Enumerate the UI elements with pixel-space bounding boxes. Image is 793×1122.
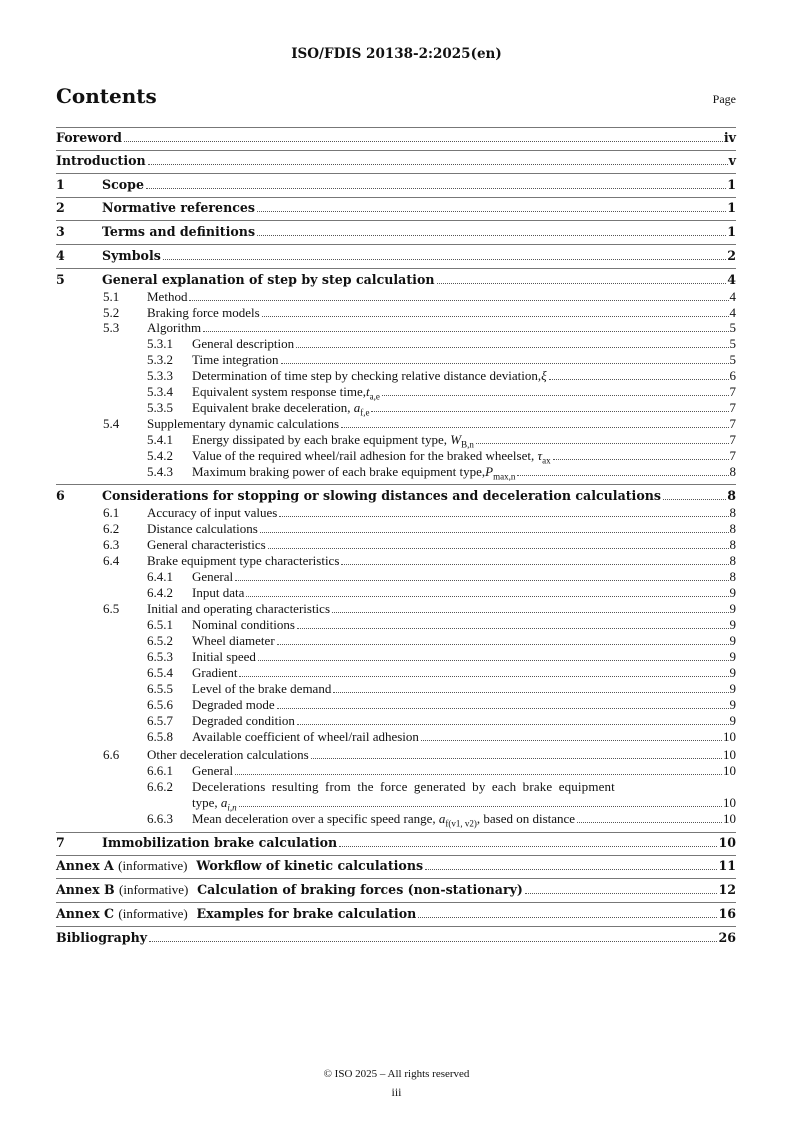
toc-symbol: a <box>438 811 446 826</box>
toc-page: 10 <box>723 747 736 762</box>
toc-symbol: W <box>450 432 462 447</box>
toc-number: 5.3.1 <box>147 336 173 351</box>
toc-number: 5.3.5 <box>147 400 173 415</box>
toc-entry-5-3-1[interactable] <box>147 336 736 352</box>
annex-kind: (informative) <box>118 858 188 873</box>
separator <box>56 127 736 128</box>
toc-entry-annex-c[interactable] <box>56 906 736 922</box>
annex-label: Annex C <box>56 906 115 921</box>
toc-title: Available coefficient of wheel/rail adhesion <box>192 729 419 744</box>
toc-number: 6.1 <box>103 505 120 520</box>
toc-title: Equivalent brake deceleration, <box>192 400 351 415</box>
toc-page: 9 <box>729 601 736 616</box>
toc-title: Initial speed <box>192 649 256 664</box>
toc-title-continued: type, <box>192 795 218 810</box>
toc-symbol: t <box>366 384 370 399</box>
toc-title: General <box>192 569 234 584</box>
toc-page: 4 <box>729 289 736 304</box>
toc-title: Algorithm <box>147 320 202 335</box>
toc-subscript: f,e <box>360 407 370 418</box>
toc-entry-6-5[interactable] <box>103 601 736 617</box>
toc-entry-6-5-6[interactable] <box>147 697 736 713</box>
toc-number: 6.3 <box>103 537 120 552</box>
toc-number: 6.5.8 <box>147 729 173 744</box>
toc-entry-5-3-3[interactable] <box>147 368 736 384</box>
toc-number: 5.1 <box>103 289 120 304</box>
toc-entry-annex-a[interactable] <box>56 858 736 874</box>
toc-page: 10 <box>723 795 736 810</box>
toc-entry-bibliography[interactable] <box>56 930 736 946</box>
toc-entry-6-4-2[interactable] <box>147 585 736 601</box>
toc-entry-3[interactable] <box>56 224 736 240</box>
toc-number: 6.5.4 <box>147 665 173 680</box>
toc-number: 6.6.1 <box>147 763 173 778</box>
toc-page: 26 <box>718 930 736 945</box>
toc-entry-annex-b[interactable] <box>56 882 736 898</box>
toc-title: Examples for brake calculation <box>196 906 417 921</box>
toc-entry-6-5-3[interactable] <box>147 649 736 665</box>
toc-number: 6.5.6 <box>147 697 173 712</box>
toc-title: Equivalent system response time, <box>192 384 367 399</box>
toc-page: 8 <box>729 505 736 520</box>
toc-number: 6.4 <box>103 553 120 568</box>
toc-title: General description <box>192 336 295 351</box>
toc-subscript: f(v1, v2) <box>445 818 477 829</box>
toc-title: Input data <box>192 585 245 600</box>
toc-page: iv <box>723 130 736 145</box>
toc-number: 6.5 <box>103 601 120 616</box>
separator <box>56 173 736 174</box>
toc-page: 11 <box>718 858 736 873</box>
toc-entry-5-3-2[interactable] <box>147 352 736 368</box>
toc-entry-6[interactable] <box>56 488 736 504</box>
toc-entry-6-5-8[interactable] <box>147 729 736 745</box>
toc-symbol: a <box>353 400 361 415</box>
toc-number: 5.2 <box>103 305 120 320</box>
toc-entry-6-5-2[interactable] <box>147 633 736 649</box>
toc-title: Initial and operating characteristics <box>147 601 331 616</box>
toc-entry-1[interactable] <box>56 177 736 193</box>
copyright-footer: © ISO 2025 – All rights reserved <box>323 1068 470 1080</box>
toc-number: 5.3.2 <box>147 352 173 367</box>
toc-subscript: B,n <box>461 439 474 450</box>
toc-title: Foreword <box>56 130 122 145</box>
toc-page: 8 <box>729 537 736 552</box>
toc-entry-6-1[interactable] <box>103 505 736 521</box>
page-number: iii <box>391 1085 402 1099</box>
toc-page: 9 <box>729 665 736 680</box>
toc-title: Calculation of braking forces (non-stationary) <box>197 882 523 897</box>
toc-title: Time integration <box>192 352 279 367</box>
toc-entry-foreword[interactable] <box>56 130 736 146</box>
toc-entry-6-5-7[interactable] <box>147 713 736 729</box>
toc-page: 9 <box>729 617 736 632</box>
toc-title: Accuracy of input values <box>147 505 278 520</box>
toc-page: 9 <box>729 633 736 648</box>
toc-title: Gradient <box>192 665 238 680</box>
toc-entry-6-5-5[interactable] <box>147 681 736 697</box>
toc-page: 2 <box>727 248 736 263</box>
toc-title: Distance calculations <box>147 521 258 536</box>
toc-symbol: τ <box>537 448 543 463</box>
toc-subscript: max,n <box>493 471 516 482</box>
toc-symbol: a <box>220 795 228 810</box>
toc-number: 6.5.3 <box>147 649 173 664</box>
annex-kind: (informative) <box>118 906 188 921</box>
toc-entry-2[interactable] <box>56 200 736 216</box>
separator <box>56 878 736 879</box>
toc-entry-introduction[interactable] <box>56 153 736 169</box>
toc-page: 9 <box>729 585 736 600</box>
toc-title: Terms and definitions <box>102 224 256 239</box>
toc-entry-6-6[interactable] <box>103 747 736 763</box>
toc-title: Wheel diameter <box>192 633 275 648</box>
toc-title: Considerations for stopping or slowing distances and deceleration calculations <box>102 488 661 503</box>
toc-number: 5.4.3 <box>147 464 173 479</box>
toc-entry-6-5-4[interactable] <box>147 665 736 681</box>
toc-number: 6.6.3 <box>147 811 173 826</box>
toc-entry-6-4[interactable] <box>103 553 736 569</box>
toc-page: 16 <box>718 906 736 921</box>
toc-entry-5-1[interactable] <box>103 289 736 305</box>
toc-title: Degraded mode <box>192 697 275 712</box>
toc-title: General characteristics <box>147 537 266 552</box>
toc-title: General explanation of step by step calculation <box>102 272 435 287</box>
document-id-header: ISO/FDIS 20138-2:2025(en) <box>291 46 502 62</box>
separator <box>56 832 736 833</box>
toc-subscript: ax <box>542 455 551 466</box>
toc-number: 5.4.2 <box>147 448 173 463</box>
separator <box>56 268 736 269</box>
toc-title: Normative references <box>102 200 256 215</box>
toc-number: 6.5.7 <box>147 713 173 728</box>
toc-page: 7 <box>729 416 736 431</box>
toc-page: 5 <box>729 320 736 335</box>
toc-page: 8 <box>729 569 736 584</box>
toc-entry-7[interactable] <box>56 835 736 851</box>
toc-page: 10 <box>723 763 736 778</box>
toc-entry-6-4-1[interactable] <box>147 569 736 585</box>
toc-title: Scope <box>102 177 144 192</box>
toc-entry-5-3[interactable] <box>103 320 736 336</box>
toc-page: 5 <box>729 336 736 351</box>
toc-page: 10 <box>723 729 736 744</box>
toc-number: 6.4.2 <box>147 585 173 600</box>
toc-number: 5.4 <box>103 416 120 431</box>
toc-entry-4[interactable] <box>56 248 736 264</box>
toc-number: 7 <box>56 835 65 850</box>
toc-number: 2 <box>56 200 65 215</box>
separator <box>56 855 736 856</box>
separator <box>56 484 736 485</box>
toc-title: Other deceleration calculations <box>147 747 309 762</box>
toc-page: 4 <box>729 305 736 320</box>
toc-page: 9 <box>729 713 736 728</box>
separator <box>56 197 736 198</box>
toc-number: 5.3.4 <box>147 384 173 399</box>
toc-page: 1 <box>727 200 736 215</box>
toc-title: Bibliography <box>56 930 148 945</box>
toc-subscript: a,e <box>369 391 380 402</box>
toc-page: 5 <box>729 352 736 367</box>
toc-page: 8 <box>729 521 736 536</box>
toc-entry-5-4-3[interactable] <box>147 464 736 485</box>
toc-number: 5.4.1 <box>147 432 173 447</box>
toc-page: 4 <box>727 272 736 287</box>
toc-entry-6-5-1[interactable] <box>147 617 736 633</box>
toc-title: Supplementary dynamic calculations <box>147 416 340 431</box>
toc-title: Workflow of kinetic calculations <box>196 858 424 873</box>
toc-entry-5[interactable] <box>56 272 736 288</box>
toc-title: Decelerations resulting from the force generated by each brake equipment <box>192 779 615 794</box>
separator <box>56 902 736 903</box>
toc-entry-6-2[interactable] <box>103 521 736 537</box>
toc-number: 3 <box>56 224 65 239</box>
toc-number: 6.5.5 <box>147 681 173 696</box>
toc-number: 5 <box>56 272 65 287</box>
toc-entry-5-4[interactable] <box>103 416 736 432</box>
toc-page: v <box>728 153 736 168</box>
toc-page: 10 <box>718 835 736 850</box>
toc-subscript: i,n <box>227 802 237 813</box>
toc-title: Brake equipment type characteristics <box>147 553 340 568</box>
annex-label: Annex B <box>56 882 115 897</box>
toc-number: 6.4.1 <box>147 569 173 584</box>
toc-page: 10 <box>723 811 736 826</box>
toc-number: 6.5.2 <box>147 633 173 648</box>
toc-number: 5.3.3 <box>147 368 173 383</box>
toc-title: Method <box>147 289 188 304</box>
toc-entry-6-6-2-line1[interactable] <box>147 779 717 795</box>
toc-title: Immobilization brake calculation <box>102 835 338 850</box>
toc-page: 9 <box>729 649 736 664</box>
page-column-label: Page <box>712 92 736 106</box>
toc-title: General <box>192 763 234 778</box>
toc-entry-6-6-1[interactable] <box>147 763 736 779</box>
toc-page: 9 <box>729 681 736 696</box>
toc-title: Symbols <box>102 248 161 263</box>
toc-title: Mean deceleration over a specific speed range, <box>192 811 436 826</box>
toc-number: 6.2 <box>103 521 120 536</box>
toc-number: 6.6.2 <box>147 779 173 794</box>
toc-title: Energy dissipated by each brake equipment type, <box>192 432 447 447</box>
toc-number: 6.5.1 <box>147 617 173 632</box>
separator <box>56 150 736 151</box>
toc-title: Degraded condition <box>192 713 295 728</box>
toc-page: 8 <box>729 464 736 479</box>
toc-title-tail: , based on distance <box>476 811 576 826</box>
toc-entry-5-2[interactable] <box>103 305 736 321</box>
toc-title: Braking force models <box>147 305 260 320</box>
contents-title: Contents <box>56 84 157 108</box>
toc-number: 6.6 <box>103 747 120 762</box>
annex-label: Annex A <box>56 858 114 873</box>
toc-page: 7 <box>729 384 736 399</box>
separator <box>56 220 736 221</box>
toc-number: 5.3 <box>103 320 120 335</box>
toc-page: 12 <box>718 882 736 897</box>
toc-page: 1 <box>727 177 736 192</box>
separator <box>56 244 736 245</box>
toc-page: 7 <box>729 432 736 447</box>
toc-number: 6 <box>56 488 65 503</box>
annex-kind: (informative) <box>119 882 189 897</box>
toc-entry-6-6-3[interactable] <box>147 811 736 832</box>
toc-number: 1 <box>56 177 65 192</box>
toc-page: 7 <box>729 400 736 415</box>
toc-page: 6 <box>729 368 736 383</box>
toc-entry-6-3[interactable] <box>103 537 736 553</box>
toc-title: Level of the brake demand <box>192 681 332 696</box>
toc-title: Nominal conditions <box>192 617 295 632</box>
separator <box>56 926 736 927</box>
toc-page: 8 <box>729 553 736 568</box>
toc-title: Introduction <box>56 153 146 168</box>
toc-symbol: ξ <box>541 368 547 383</box>
toc-page: 9 <box>729 697 736 712</box>
toc-page: 7 <box>729 448 736 463</box>
toc-title: Maximum braking power of each brake equipment type, <box>192 464 486 479</box>
toc-title: Determination of time step by checking relative distance deviation, <box>192 368 542 383</box>
toc-number: 4 <box>56 248 65 263</box>
toc-page: 1 <box>727 224 736 239</box>
toc-page: 8 <box>727 488 736 503</box>
toc-symbol: P <box>485 464 494 479</box>
toc-title: Value of the required wheel/rail adhesion for the braked wheelset, <box>192 448 535 463</box>
